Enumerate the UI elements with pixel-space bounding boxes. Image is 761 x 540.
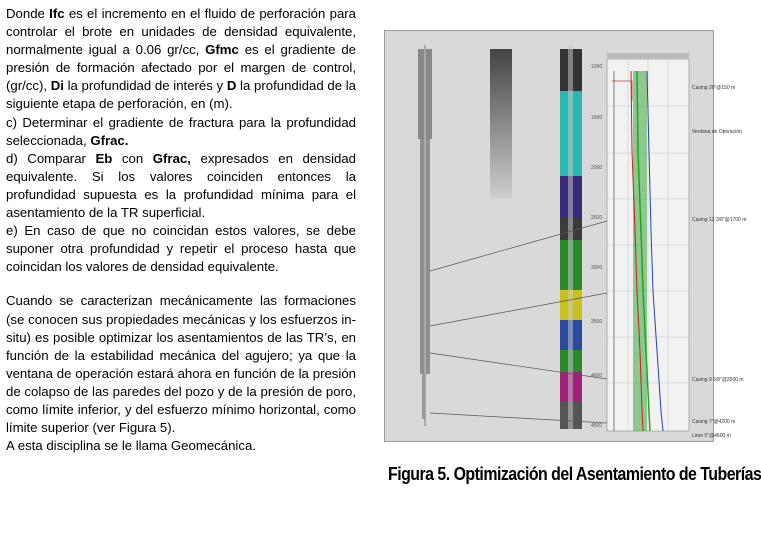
bold-term: D [226, 78, 237, 94]
casing-label: Casing 7"@4200 m [692, 419, 736, 425]
text-run: es el gradiente de presión de formación afectado por el margen de control, (gr/cc), [6, 42, 356, 94]
text-run: c) Determinar el gradiente de fractura para la profundidad seleccionada, [6, 114, 356, 148]
paragraph [6, 292, 356, 437]
well-left [418, 45, 432, 426]
depth-tick: 3500 [591, 319, 603, 325]
text-run: con [112, 150, 153, 166]
text-run: Cuando se caracterizan mecánicamente las formaciones (se conocen sus propiedades mecánicas y los esfuerzos in-situ) es posible optimizar los asentamientos de las TR’s, en función de la estabilidad mecánica del agujero; ya que la ventana de operación estará ahora en función de la presión de colapso de las paredes del pozo y de la presión de poro, como límite inferior, y del esfuerzo mínimo horizontal, como límite superior (ver Figura 5). [6, 293, 356, 436]
window-label: Ventana de Operación [692, 129, 742, 135]
figure-5 [384, 30, 747, 442]
text-run: e) En caso de que no coincidan estos valores, se debe suponer otra profundidad y repetir el proceso hasta que coincidan los valores de densidad equivalente. [6, 223, 356, 275]
text-run: la profundidad de la siguiente etapa de perforación, en (m). [6, 78, 356, 112]
depth-tick: 2000 [591, 165, 603, 171]
paragraph [6, 114, 356, 150]
paragraph [6, 150, 356, 222]
casing-label: Liner 5"@4600 m [692, 433, 731, 439]
bold-term: Di [50, 78, 64, 94]
bold-term: Gfrac. [90, 132, 129, 148]
text-run: A esta disciplina se le llama Geomecánica. [6, 438, 256, 454]
well-schematic-image [385, 31, 747, 441]
casing-label: Casing 9 5/8"@3500 m [692, 377, 744, 383]
casing-label: Casing 13 3/8"@1700 m [692, 217, 747, 223]
text-run: expresados en densidad equivalente. Si los valores coinciden entonces la profundidad supuesta es la profundidad mínima para el asentamiento de la TR superficial. [6, 150, 356, 221]
bold-term: Gfmc [205, 42, 239, 58]
text-run: la profundidad de interés y [63, 78, 227, 94]
pressure-window-chart [607, 53, 689, 431]
text-run: d) Comparar [6, 150, 96, 166]
paragraph [6, 5, 356, 114]
depth-tick: 2500 [591, 215, 603, 221]
depth-tick: 4000 [591, 373, 603, 379]
body-text [6, 5, 356, 455]
depth-tick: 1000 [591, 64, 603, 70]
bold-term: Gfrac, [152, 150, 191, 166]
depth-tick: 1500 [591, 115, 603, 121]
depth-tick: 3000 [591, 265, 603, 271]
figure-caption: Figura 5. Optimización del Asentamiento de Tuberías [388, 463, 761, 484]
bold-term: Ifc [49, 6, 65, 21]
paragraph [6, 437, 356, 455]
paragraph [6, 222, 356, 276]
text-run: Donde [6, 6, 50, 21]
casing-label: Casing 20"@150 m [692, 85, 736, 91]
text-run: es el incremento en el fluido de perforación para controlar el brote en unidades de densidad equivalente, normalmente igual a 0.06 gr/cc, [6, 6, 357, 58]
depth-tick: 4500 [591, 423, 603, 429]
bold-term: Eb [95, 150, 113, 166]
